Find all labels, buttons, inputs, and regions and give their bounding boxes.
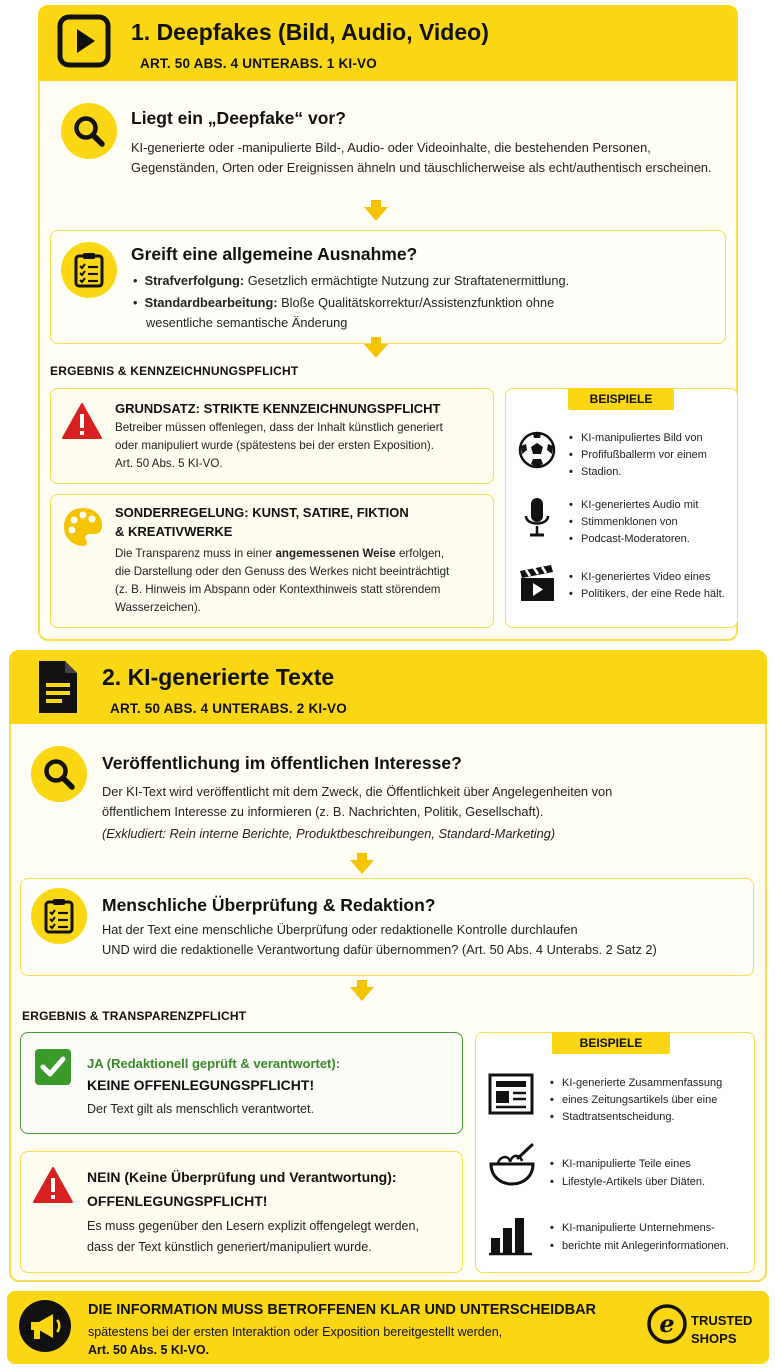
examples-badge-1: BEISPIELE [568, 388, 674, 410]
result-strict-text-2: oder manipuliert wurde (spätestens bei der ersten Exposition). [115, 439, 434, 452]
result-label-2: ERGEBNIS & TRANSPARENZPFLICHT [22, 1009, 247, 1023]
result-no-text-2: dass der Text künstlich generiert/manipuliert wurde. [87, 1240, 372, 1254]
question-deepfake-text-1: KI-generierte oder -manipulierte Bild-, Audio- oder Videoinhalte, die bestehenden Personen, [131, 140, 651, 155]
example-2-1-line-3: • Stadtratsentscheidung. [562, 1109, 675, 1127]
flow-arrow-down [364, 344, 388, 358]
result-strict-text-1: Betreiber müssen offenlegen, dass der Inhalt künstlich generiert [115, 421, 443, 434]
brand-name-1: TRUSTED [691, 1313, 753, 1328]
example-1-1-line-3: • Stadion. [581, 464, 621, 482]
result-strict-text-3: Art. 50 Abs. 5 KI-VO. [115, 457, 223, 470]
search-icon [61, 103, 117, 159]
question-public-interest-text-1: Der KI-Text wird veröffentlicht mit dem Zweck, die Öffentlichkeit über Angelegenheiten von [102, 784, 613, 799]
example-1-3-line-1: • KI-generiertes Video eines [581, 569, 710, 587]
newspaper-icon [488, 1073, 534, 1115]
checkmark-icon [34, 1048, 72, 1086]
result-art-title-2: & KREATIVWERKE [115, 524, 233, 539]
exception-bullet-1: • Strafverfolgung: Gesetzlich ermächtigte Nutzung zur Straftatenermittlung. [133, 273, 570, 288]
result-art-text-2: die Darstellung oder den Genuss des Werkes nicht beeinträchtigt [115, 565, 450, 578]
example-2-2-line-1: • KI-manipulierte Teile eines [562, 1156, 691, 1174]
result-no-head: NEIN (Keine Überprüfung und Verantwortung): [87, 1169, 397, 1185]
flow-arrow-down [350, 860, 374, 874]
palette-icon [61, 505, 105, 549]
review-text-1: Hat der Text eine menschliche Überprüfung oder redaktionelle Kontrolle durchlaufen [102, 922, 578, 937]
example-1-2-line-3: • Podcast-Moderatoren. [581, 531, 690, 549]
question-public-interest-title: Veröffentlichung im öffentlichen Interesse? [102, 753, 462, 773]
result-no-text-1: Es muss gegenüber den Lesern explizit offengelegt werden, [87, 1219, 419, 1233]
bar-chart-icon [488, 1212, 534, 1256]
result-strict-title: GRUNDSATZ: STRIKTE KENNZEICHNUNGSPFLICHT [115, 401, 441, 416]
question-deepfake-title: Liegt ein „Deepfake“ vor? [131, 108, 346, 128]
question-public-interest-text-2: öffentlichem Interesse zu informieren (z. B. Nachrichten, Politik, Gesellschaft). [102, 804, 544, 819]
clipboard-icon [61, 242, 117, 298]
example-2-1-line-2: • eines Zeitungsartikels über eine [562, 1092, 717, 1110]
clipboard-icon [31, 888, 87, 944]
flow-arrow-down [350, 987, 374, 1001]
example-1-1-line-1: • KI-manipuliertes Bild von [581, 430, 703, 448]
svg-text:e: e [659, 1309, 675, 1338]
soccer-ball-icon [518, 431, 556, 469]
warning-icon [61, 402, 103, 440]
result-yes-title: KEINE OFFENLEGUNGSPFLICHT! [87, 1077, 315, 1093]
salad-bowl-icon [488, 1142, 536, 1188]
example-2-3-line-2: • berichte mit Anlegerinformationen. [562, 1238, 729, 1256]
example-2-3-line-1: • KI-manipulierte Unternehmens- [562, 1220, 715, 1238]
document-icon [35, 659, 79, 715]
flow-arrow-down [364, 207, 388, 221]
microphone-icon [522, 496, 552, 540]
clapperboard-icon [518, 563, 556, 603]
megaphone-icon [17, 1298, 73, 1354]
review-text-2: UND wird die redaktionelle Verantwortung dafür übernommen? (Art. 50 Abs. 4 Unterabs. 2 Satz 2) [102, 942, 657, 957]
result-art-text-1: Die Transparenz muss in einer angemessenen Weise erfolgen, [115, 547, 445, 560]
result-art-text-4: Wasserzeichen). [115, 601, 201, 614]
example-2-2-line-2: • Lifestyle-Artikels über Diäten. [562, 1174, 705, 1192]
section-1-subtitle: ART. 50 ABS. 4 UNTERABS. 1 KI-VO [140, 56, 377, 71]
question-deepfake-text-2: Gegenständen, Orten oder Ereignissen ähneln und täuschlicherweise als echt/authentisch erscheinen. [131, 160, 712, 175]
example-1-2-line-2: • Stimmenklonen von [581, 514, 678, 532]
warning-icon [32, 1166, 74, 1204]
play-icon [57, 14, 111, 68]
exception-title: Greift eine allgemeine Ausnahme? [131, 244, 418, 264]
result-yes-head: JA (Redaktionell geprüft & verantwortet): [87, 1056, 341, 1071]
exception-bullet-2-cont: wesentliche semantische Änderung [146, 315, 348, 330]
section-2-subtitle: ART. 50 ABS. 4 UNTERABS. 2 KI-VO [110, 701, 347, 716]
example-1-3-line-2: • Politikers, der eine Rede hält. [581, 586, 725, 604]
example-1-1-line-2: • Profifußballerm vor einem [581, 447, 707, 465]
footer-line-1: DIE INFORMATION MUSS BETROFFENEN KLAR UND UNTERSCHEIDBAR [88, 1302, 597, 1318]
review-title: Menschliche Überprüfung & Redaktion? [102, 895, 436, 915]
footer-line-3: Art. 50 Abs. 5 KI-VO. [88, 1343, 210, 1357]
brand-name-2: SHOPS [691, 1331, 737, 1346]
search-icon [31, 746, 87, 802]
trusted-shops-logo-icon [647, 1304, 687, 1344]
result-label-1: ERGEBNIS & KENNZEICHNUNGSPFLICHT [50, 364, 299, 378]
exception-bullet-2: • Standardbearbeitung: Bloße Qualitätskorrektur/Assistenzfunktion ohne [133, 295, 555, 310]
example-1-2-line-1: • KI-generiertes Audio mit [581, 497, 698, 515]
result-no-title: OFFENLEGUNGSPFLICHT! [87, 1193, 268, 1209]
result-art-text-3: (z. B. Hinweis im Abspann oder Kontexthinweis statt störendem [115, 583, 441, 596]
section-2-title: 2. KI-generierte Texte [102, 664, 335, 690]
footer-line-2: spätestens bei der ersten Interaktion oder Exposition bereitgestellt werden, [88, 1325, 503, 1339]
result-yes-text: Der Text gilt als menschlich verantwortet. [87, 1102, 314, 1116]
examples-badge-2: BEISPIELE [552, 1032, 670, 1054]
section-1-title: 1. Deepfakes (Bild, Audio, Video) [131, 19, 489, 45]
result-art-title-1: SONDERREGELUNG: KUNST, SATIRE, FIKTION [115, 505, 409, 520]
example-2-1-line-1: • KI-generierte Zusammenfassung [562, 1075, 722, 1093]
question-public-interest-text-3: (Exkludiert: Rein interne Berichte, Produktbeschreibungen, Standard-Marketing) [102, 826, 556, 841]
